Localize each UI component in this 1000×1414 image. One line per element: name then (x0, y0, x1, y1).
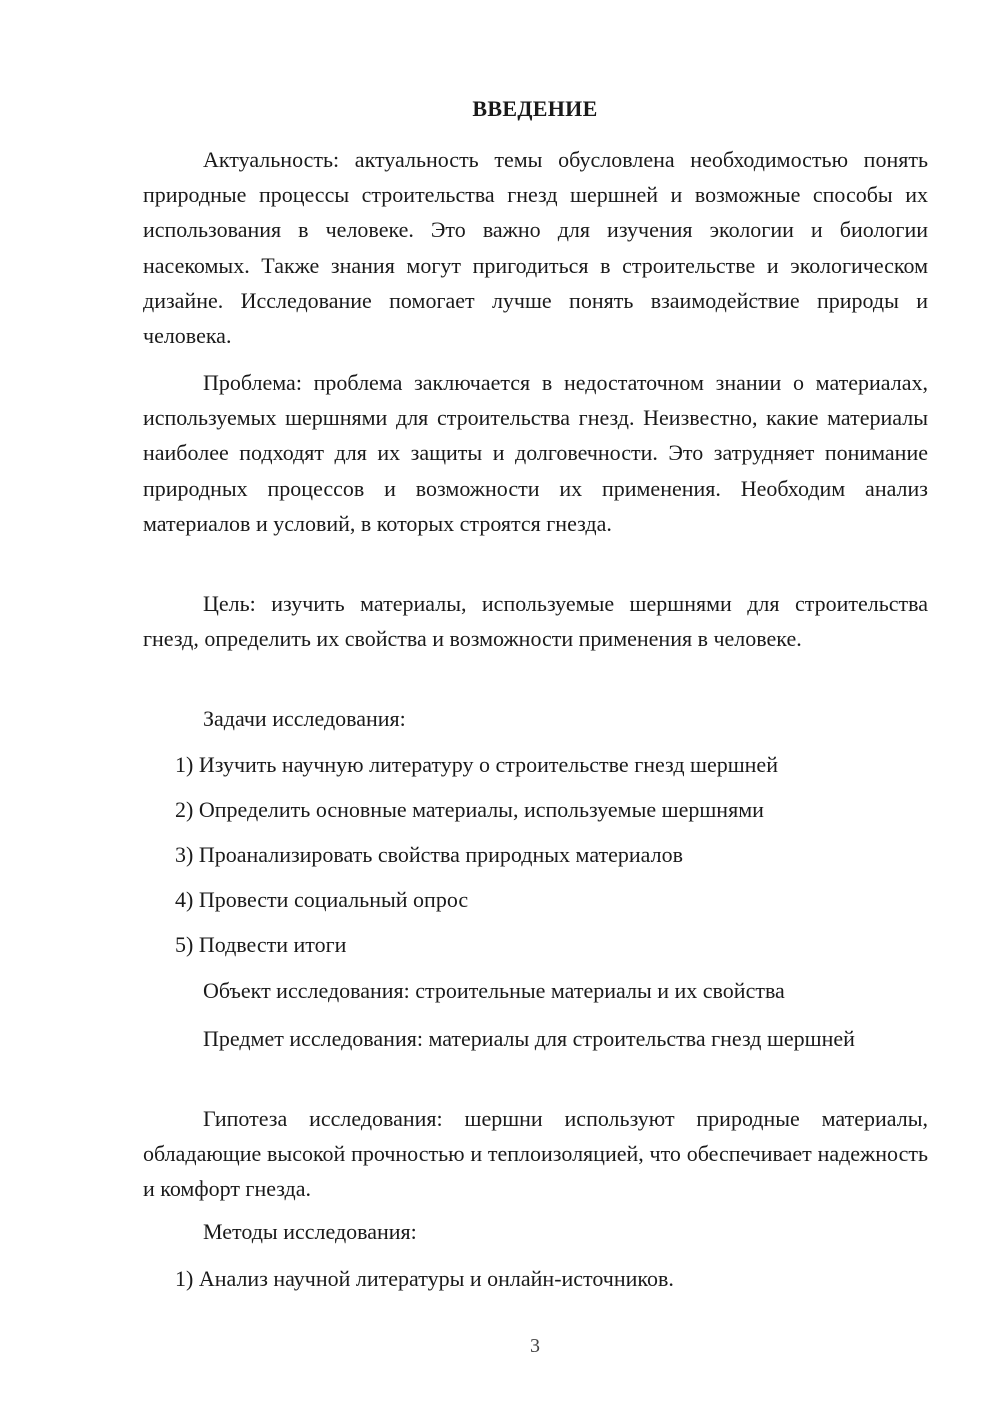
method-item: 1) Анализ научной литературы и онлайн-источников. (175, 1266, 674, 1291)
task-item: 5) Подвести итоги (175, 932, 347, 957)
page-number: 3 (530, 1335, 540, 1357)
task-item: 2) Определить основные материалы, используемые шершнями (175, 797, 764, 822)
page-title: ВВЕДЕНИЕ (472, 96, 598, 121)
tasks-heading: Задачи исследования: (203, 706, 406, 731)
task-item: 3) Проанализировать свойства природных материалов (175, 842, 683, 867)
goal-paragraph: Цель: изучить материалы, используемые шершнями для строительства гнезд, определить их свойства и возможности применения в человеке. (143, 591, 928, 652)
methods-heading: Методы исследования: (203, 1219, 417, 1244)
object-paragraph: Объект исследования: строительные материалы и их свойства (203, 978, 785, 1003)
task-item: 1) Изучить научную литературу о строительстве гнезд шершней (175, 752, 778, 777)
relevance-paragraph: Актуальность: актуальность темы обусловлена необходимостью понять природные процессы строительства гнезд шершней и возможные способы их использования в человеке. Это важно для изучения экологии и биологии насекомых. Также знания могут пригодиться в строительстве и экологическом дизайне. Исследование помогает лучше понять взаимодействие природы и человека. (143, 147, 928, 349)
problem-paragraph: Проблема: проблема заключается в недостаточном знании о материалах, используемых шершнями для строительства гнезд. Неизвестно, какие материалы наиболее подходят для их защиты и долговечности. Это затрудняет понимание природных процессов и возможности их применения. Необходим анализ материалов и условий, в которых строятся гнезда. (143, 370, 928, 536)
subject-paragraph: Предмет исследования: материалы для строительства гнезд шершней (203, 1026, 855, 1051)
task-item: 4) Провести социальный опрос (175, 887, 469, 912)
hypothesis-paragraph: Гипотеза исследования: шершни используют природные материалы, обладающие высокой прочностью и теплоизоляцией, что обеспечивает надежность и комфорт гнезда. (143, 1106, 928, 1202)
